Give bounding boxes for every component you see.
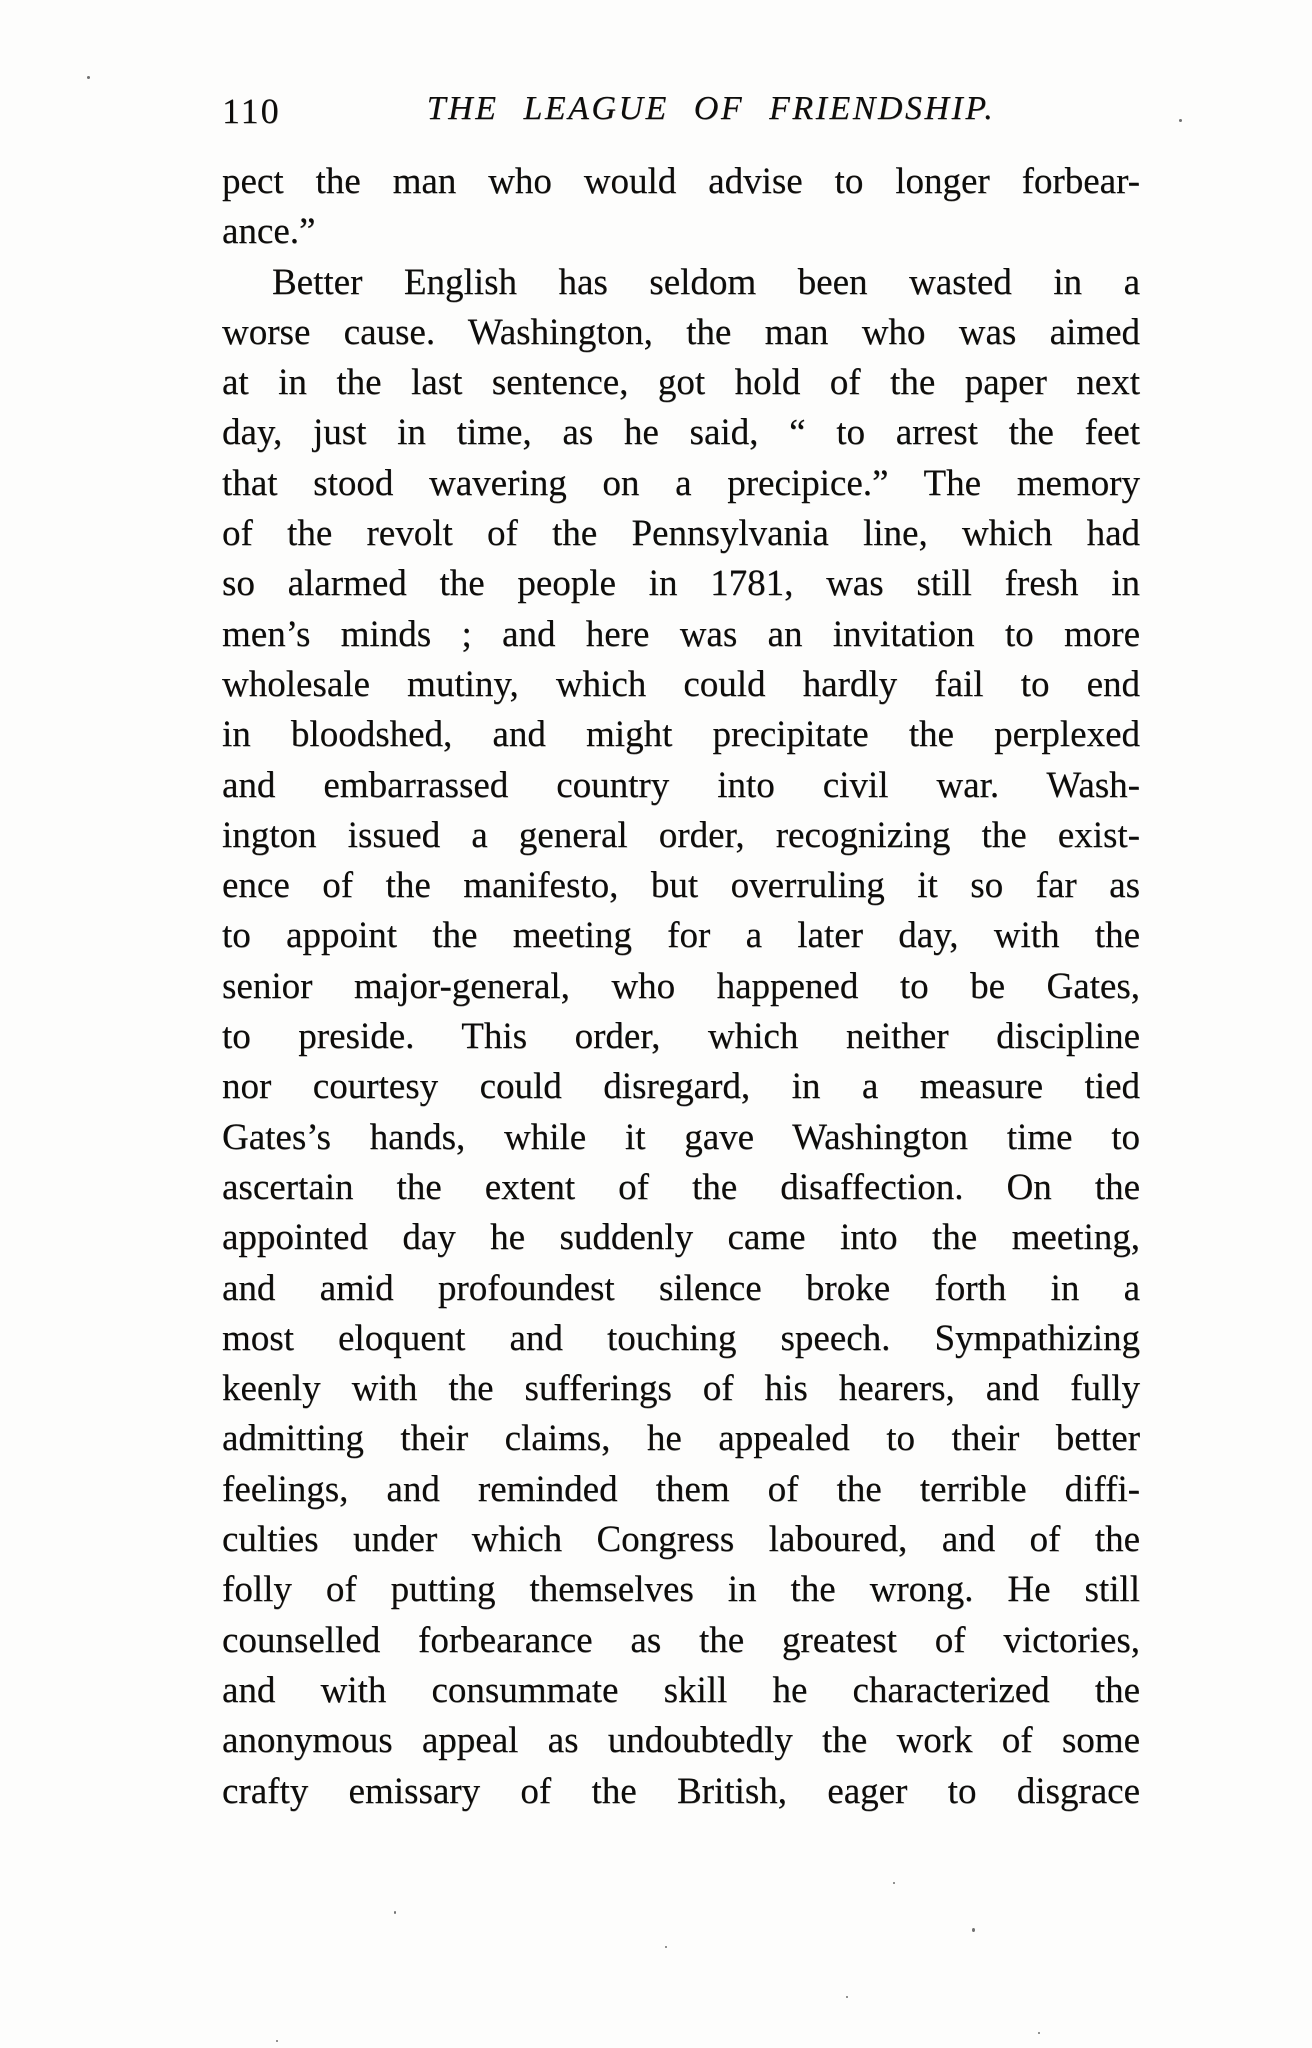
text-line: nor courtesy could disregard, in a measure tied [222, 1066, 1140, 1108]
text-line: Better English has seldom been wasted in a [272, 261, 1140, 303]
text-line: pect the man who would advise to longer forbear- [222, 161, 1140, 202]
text-line: folly of putting themselves in the wrong. He still [222, 1569, 1140, 1611]
text-line: to preside. This order, which neither discipline [222, 1016, 1140, 1058]
text-line: and with consummate skill he characterized the [222, 1669, 1140, 1711]
text-line: crafty emissary of the British, eager to disgrace [222, 1770, 1140, 1812]
text-line: of the revolt of the Pennsylvania line, which had [222, 513, 1140, 555]
text-line: anonymous appeal as undoubtedly the work of some [222, 1720, 1140, 1762]
text-line: Gates’s hands, while it gave Washington time to [222, 1116, 1140, 1158]
text-line: and amid profoundest silence broke forth in a [222, 1267, 1140, 1309]
running-title: THE LEAGUE OF FRIENDSHIP. [426, 90, 996, 127]
text-line: worse cause. Washington, the man who was aimed [222, 311, 1140, 353]
text-line: to appoint the meeting for a later day, with the [222, 915, 1140, 957]
text-line: men’s minds ; and here was an invitation to more [222, 613, 1140, 655]
page-number: 110 [222, 91, 281, 131]
text-line: ence of the manifesto, but overruling it so far as [222, 865, 1140, 907]
scan-speck [972, 1928, 975, 1932]
text-line: most eloquent and touching speech. Sympathizing [222, 1317, 1140, 1359]
text-line: so alarmed the people in 1781, was still fresh in [222, 563, 1140, 605]
text-line: feelings, and reminded them of the terrible diffi- [222, 1468, 1140, 1510]
text-line: admitting their claims, he appealed to their better [222, 1418, 1140, 1460]
text-line: ington issued a general order, recognizing the exist- [222, 814, 1140, 856]
scan-speck [87, 76, 90, 79]
text-line: day, just in time, as he said, “ to arrest the feet [222, 412, 1140, 454]
text-line: culties under which Congress laboured, and of the [222, 1519, 1140, 1561]
text-line: counselled forbearance as the greatest of victories, [222, 1619, 1140, 1661]
body-text [222, 157, 1140, 1817]
text-line: wholesale mutiny, which could hardly fail to end [222, 663, 1140, 705]
scan-speck [276, 2040, 278, 2042]
scan-speck [1179, 119, 1182, 122]
text-line: at in the last sentence, got hold of the paper next [222, 362, 1140, 404]
scan-speck [394, 1911, 396, 1914]
text-line: that stood wavering on a precipice.” The memory [222, 462, 1140, 504]
text-line: keenly with the sufferings of his hearers, and fully [222, 1368, 1140, 1410]
scan-speck [846, 1996, 848, 1998]
text-line: and embarrassed country into civil war. Wash- [222, 764, 1140, 806]
text-line: ascertain the extent of the disaffection. On the [222, 1166, 1140, 1208]
scan-speck [665, 1946, 667, 1948]
text-line: in bloodshed, and might precipitate the perplexed [222, 714, 1140, 756]
text-line: ance.” [222, 211, 316, 253]
scan-speck [893, 1882, 895, 1884]
page-header [222, 88, 1140, 136]
scan-speck [1038, 2032, 1040, 2034]
text-line: appointed day he suddenly came into the meeting, [222, 1217, 1140, 1259]
text-line: senior major-general, who happened to be Gates, [222, 965, 1140, 1007]
